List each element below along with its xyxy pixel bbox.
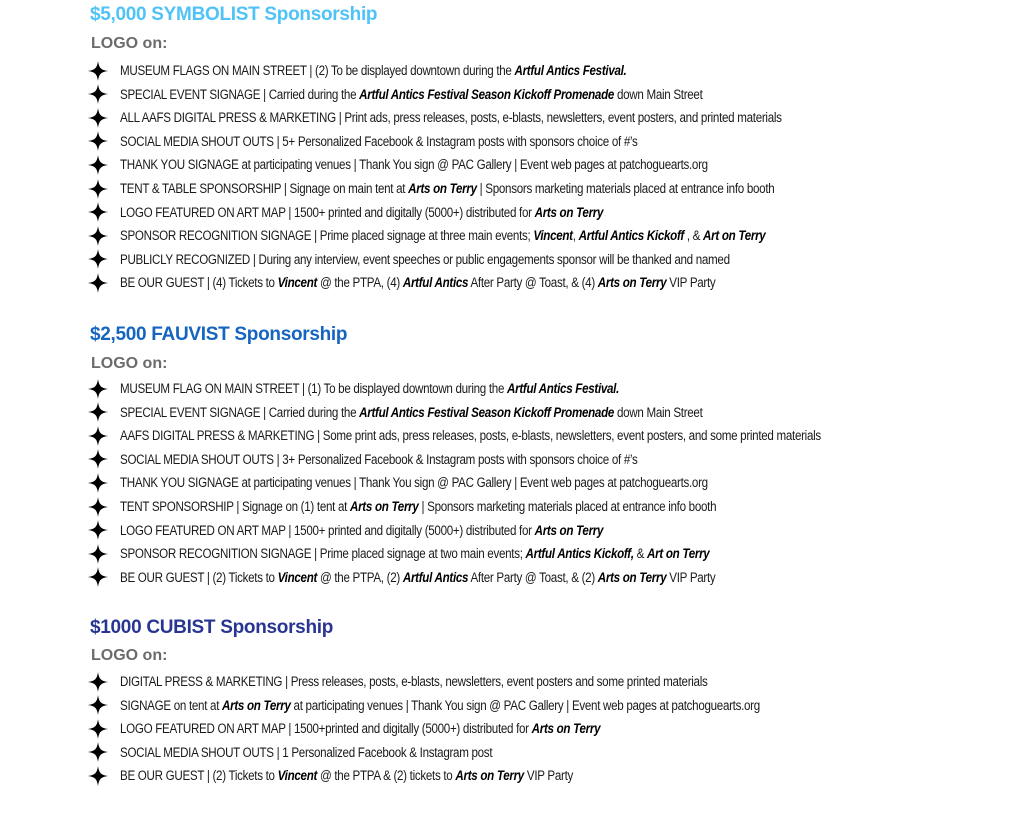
- benefit-item: [88, 764, 647, 787]
- logo-on-label: LOGO on:: [91, 647, 168, 664]
- benefit-text: [120, 698, 760, 713]
- benefit-item: [88, 224, 871, 247]
- event-name: Arts on Terry: [222, 697, 291, 713]
- benefit-text-segment: THANK YOU SIGNAGE at participating venues | Thank You sign @ PAC Gallery | Event web pages at patchoguearts.org: [120, 475, 708, 491]
- benefit-text-segment: SIGNAGE on tent at: [120, 697, 223, 713]
- event-name: Arts on Terry: [408, 181, 477, 196]
- benefit-text: [120, 87, 703, 102]
- benefit-text: [120, 452, 638, 467]
- star-bullet-icon: [88, 84, 108, 104]
- benefit-text: [120, 205, 603, 220]
- benefit-text-segment: DIGITAL PRESS & MARKETING | Press releases, posts, e-blasts, newsletters, event posters and some printed materials: [120, 674, 708, 689]
- benefit-text-segment: @ the PTPA & (2) tickets to: [317, 768, 456, 784]
- benefit-text-segment: AAFS DIGITAL PRESS & MARKETING | Some print ads, press releases, posts, e-blasts, newsletters, event posters, and some printed materials: [120, 428, 821, 444]
- benefit-item: [88, 106, 889, 129]
- benefit-item: [88, 670, 803, 693]
- benefit-text-segment: down Main Street: [614, 86, 703, 102]
- event-name: Art on Terry: [647, 546, 710, 562]
- benefit-item: [88, 471, 804, 494]
- benefit-text-segment: ,: [572, 228, 579, 244]
- benefit-text: [120, 275, 715, 290]
- benefit-text: [120, 768, 573, 783]
- event-name: Arts on Terry: [531, 721, 601, 737]
- benefit-text: [120, 157, 708, 172]
- benefit-text: [120, 523, 603, 538]
- event-name: Artful Antics: [402, 569, 469, 585]
- star-bullet-icon: [88, 273, 108, 293]
- benefit-item: [88, 201, 682, 224]
- benefit-text: [120, 405, 703, 420]
- benefit-text: [120, 381, 619, 396]
- benefit-text-segment: BE OUR GUEST | (2) Tickets to: [120, 569, 278, 585]
- star-bullet-icon: [88, 766, 108, 786]
- benefit-text-segment: | Sponsors marketing materials placed at entrance info booth: [476, 181, 775, 196]
- benefit-text: [120, 110, 782, 125]
- benefit-text-segment: VIP Party: [666, 569, 716, 585]
- benefit-item: [88, 519, 682, 542]
- benefit-text-segment: at participating venues | Thank You sign @ PAC Gallery | Event web pages at patchoguearts.org: [290, 697, 760, 713]
- benefit-text: [120, 674, 708, 689]
- benefit-item: [88, 717, 678, 740]
- star-bullet-icon: [88, 449, 108, 469]
- benefit-text-segment: LOGO FEATURED ON ART MAP | 1500+printed and digitally (5000+) distributed for: [120, 721, 532, 737]
- benefit-text: [120, 181, 774, 196]
- star-bullet-icon: [88, 544, 108, 564]
- star-bullet-icon: [88, 695, 108, 715]
- benefit-item: [88, 83, 797, 106]
- benefit-text-segment: &: [633, 546, 648, 562]
- benefit-text-segment: SOCIAL MEDIA SHOUT OUTS | 5+ Personalized Facebook & Instagram posts with sponsors choice of #’s: [120, 133, 638, 149]
- benefit-text-segment: , &: [683, 228, 704, 244]
- benefit-text: [120, 499, 716, 514]
- event-name: Arts on Terry: [597, 569, 667, 585]
- benefit-item: [88, 741, 553, 764]
- benefit-item: [88, 542, 805, 565]
- benefit-text: [120, 475, 708, 490]
- star-bullet-icon: [88, 61, 108, 81]
- benefit-text-segment: After Party @ Toast, & (2): [468, 569, 598, 585]
- benefit-text: [120, 134, 638, 149]
- event-name: Artful Antics Festival.: [507, 381, 620, 396]
- benefit-text: [120, 745, 492, 760]
- benefit-text-segment: @ the PTPA, (2): [317, 569, 403, 585]
- benefit-text-segment: SPONSOR RECOGNITION SIGNAGE | Prime placed signage at two main events;: [120, 546, 526, 562]
- star-bullet-icon: [88, 402, 108, 422]
- benefit-text-segment: TENT SPONSORSHIP | Signage on (1) tent at: [120, 499, 350, 514]
- benefit-text-segment: @ the PTPA, (4): [317, 275, 403, 291]
- star-bullet-icon: [88, 108, 108, 128]
- star-bullet-icon: [88, 155, 108, 175]
- event-name: Artful Antics Kickoff: [578, 228, 684, 244]
- star-bullet-icon: [88, 249, 108, 269]
- benefit-text-segment: | Sponsors marketing materials placed at entrance info booth: [418, 499, 717, 514]
- star-bullet-icon: [88, 473, 108, 493]
- benefit-text-segment: VIP Party: [666, 275, 716, 291]
- event-name: Artful Antics Kickoff,: [525, 546, 634, 562]
- benefit-item: [88, 130, 722, 153]
- event-name: Arts on Terry: [534, 204, 604, 220]
- benefit-text-segment: LOGO FEATURED ON ART MAP | 1500+ printed and digitally (5000+) distributed for: [120, 204, 535, 220]
- benefit-text-segment: MUSEUM FLAG ON MAIN STREET | (1) To be displayed downtown during the: [120, 381, 508, 396]
- benefit-item: [88, 495, 813, 518]
- benefit-item: [88, 448, 722, 471]
- benefit-item: [88, 424, 935, 447]
- benefit-text: [120, 63, 626, 78]
- benefit-item: [88, 566, 812, 589]
- benefit-text: [120, 721, 600, 736]
- benefit-text-segment: BE OUR GUEST | (2) Tickets to: [120, 768, 278, 784]
- benefit-text: [120, 428, 821, 443]
- benefit-text-segment: ALL AAFS DIGITAL PRESS & MARKETING | Print ads, press releases, posts, e-blasts, newsletters, event posters, and printed materials: [120, 110, 782, 126]
- benefit-item: [88, 153, 804, 176]
- event-name: Arts on Terry: [597, 275, 667, 291]
- logo-on-label: LOGO on:: [91, 355, 168, 372]
- star-bullet-icon: [88, 672, 108, 692]
- star-bullet-icon: [88, 226, 108, 246]
- benefit-text-segment: BE OUR GUEST | (4) Tickets to: [120, 275, 278, 291]
- benefit-text-segment: SPECIAL EVENT SIGNAGE | Carried during the: [120, 86, 360, 102]
- benefit-text-segment: SOCIAL MEDIA SHOUT OUTS | 3+ Personalized Facebook & Instagram posts with sponsors choice of #’s: [120, 451, 638, 467]
- benefit-text-segment: After Party @ Toast, & (4): [468, 275, 598, 291]
- benefit-text-segment: down Main Street: [614, 404, 703, 420]
- benefit-text-segment: SPONSOR RECOGNITION SIGNAGE | Prime placed signage at three main events;: [120, 228, 534, 244]
- benefit-text: [120, 228, 765, 243]
- event-name: Vincent: [277, 768, 318, 784]
- event-name: Arts on Terry: [349, 499, 419, 514]
- star-bullet-icon: [88, 719, 108, 739]
- event-name: Vincent: [277, 569, 318, 585]
- tier-title: $2,500 FAUVIST Sponsorship: [90, 324, 348, 345]
- star-bullet-icon: [88, 520, 108, 540]
- benefit-text-segment: LOGO FEATURED ON ART MAP | 1500+ printed and digitally (5000+) distributed for: [120, 522, 535, 538]
- benefit-item: [88, 694, 864, 717]
- star-bullet-icon: [88, 567, 108, 587]
- benefit-text: [120, 570, 715, 585]
- event-name: Artful Antics Festival Season Kickoff Promenade: [359, 86, 615, 102]
- benefit-text-segment: THANK YOU SIGNAGE at participating venues | Thank You sign @ PAC Gallery | Event web pages at patchoguearts.org: [120, 157, 708, 173]
- event-name: Vincent: [277, 275, 318, 291]
- star-bullet-icon: [88, 131, 108, 151]
- benefit-item: [88, 401, 797, 424]
- star-bullet-icon: [88, 497, 108, 517]
- benefit-item: [88, 271, 812, 294]
- tier-title: $1000 CUBIST Sponsorship: [90, 617, 334, 638]
- logo-on-label: LOGO on:: [91, 35, 168, 52]
- event-name: Artful Antics Festival Season Kickoff Promenade: [359, 404, 615, 420]
- event-name: Artful Antics: [402, 275, 469, 291]
- event-name: Vincent: [533, 228, 573, 244]
- benefit-item: [88, 377, 700, 400]
- benefit-text: [120, 252, 730, 267]
- star-bullet-icon: [88, 742, 108, 762]
- star-bullet-icon: [88, 179, 108, 199]
- benefit-item: [88, 59, 709, 82]
- tier-title: $5,000 SYMBOLIST Sponsorship: [90, 4, 378, 25]
- benefit-text-segment: VIP Party: [523, 768, 574, 784]
- benefit-text-segment: SPECIAL EVENT SIGNAGE | Carried during the: [120, 404, 360, 420]
- event-name: Arts on Terry: [455, 768, 524, 784]
- benefit-text: [120, 546, 709, 561]
- star-bullet-icon: [88, 426, 108, 446]
- benefit-text-segment: TENT & TABLE SPONSORSHIP | Signage on main tent at: [120, 181, 409, 196]
- event-name: Arts on Terry: [534, 522, 604, 538]
- star-bullet-icon: [88, 202, 108, 222]
- event-name: Artful Antics Festival.: [514, 63, 627, 78]
- event-name: Art on Terry: [703, 228, 766, 244]
- benefit-text-segment: PUBLICLY RECOGNIZED | During any interview, event speeches or public engagements sponsor will be thanked and named: [120, 251, 730, 267]
- benefit-item: [88, 177, 881, 200]
- benefit-text-segment: MUSEUM FLAGS ON MAIN STREET | (2) To be displayed downtown during the: [120, 63, 515, 78]
- star-bullet-icon: [88, 379, 108, 399]
- benefit-item: [88, 248, 829, 271]
- benefit-text-segment: SOCIAL MEDIA SHOUT OUTS | 1 Personalized Facebook & Instagram post: [120, 744, 493, 760]
